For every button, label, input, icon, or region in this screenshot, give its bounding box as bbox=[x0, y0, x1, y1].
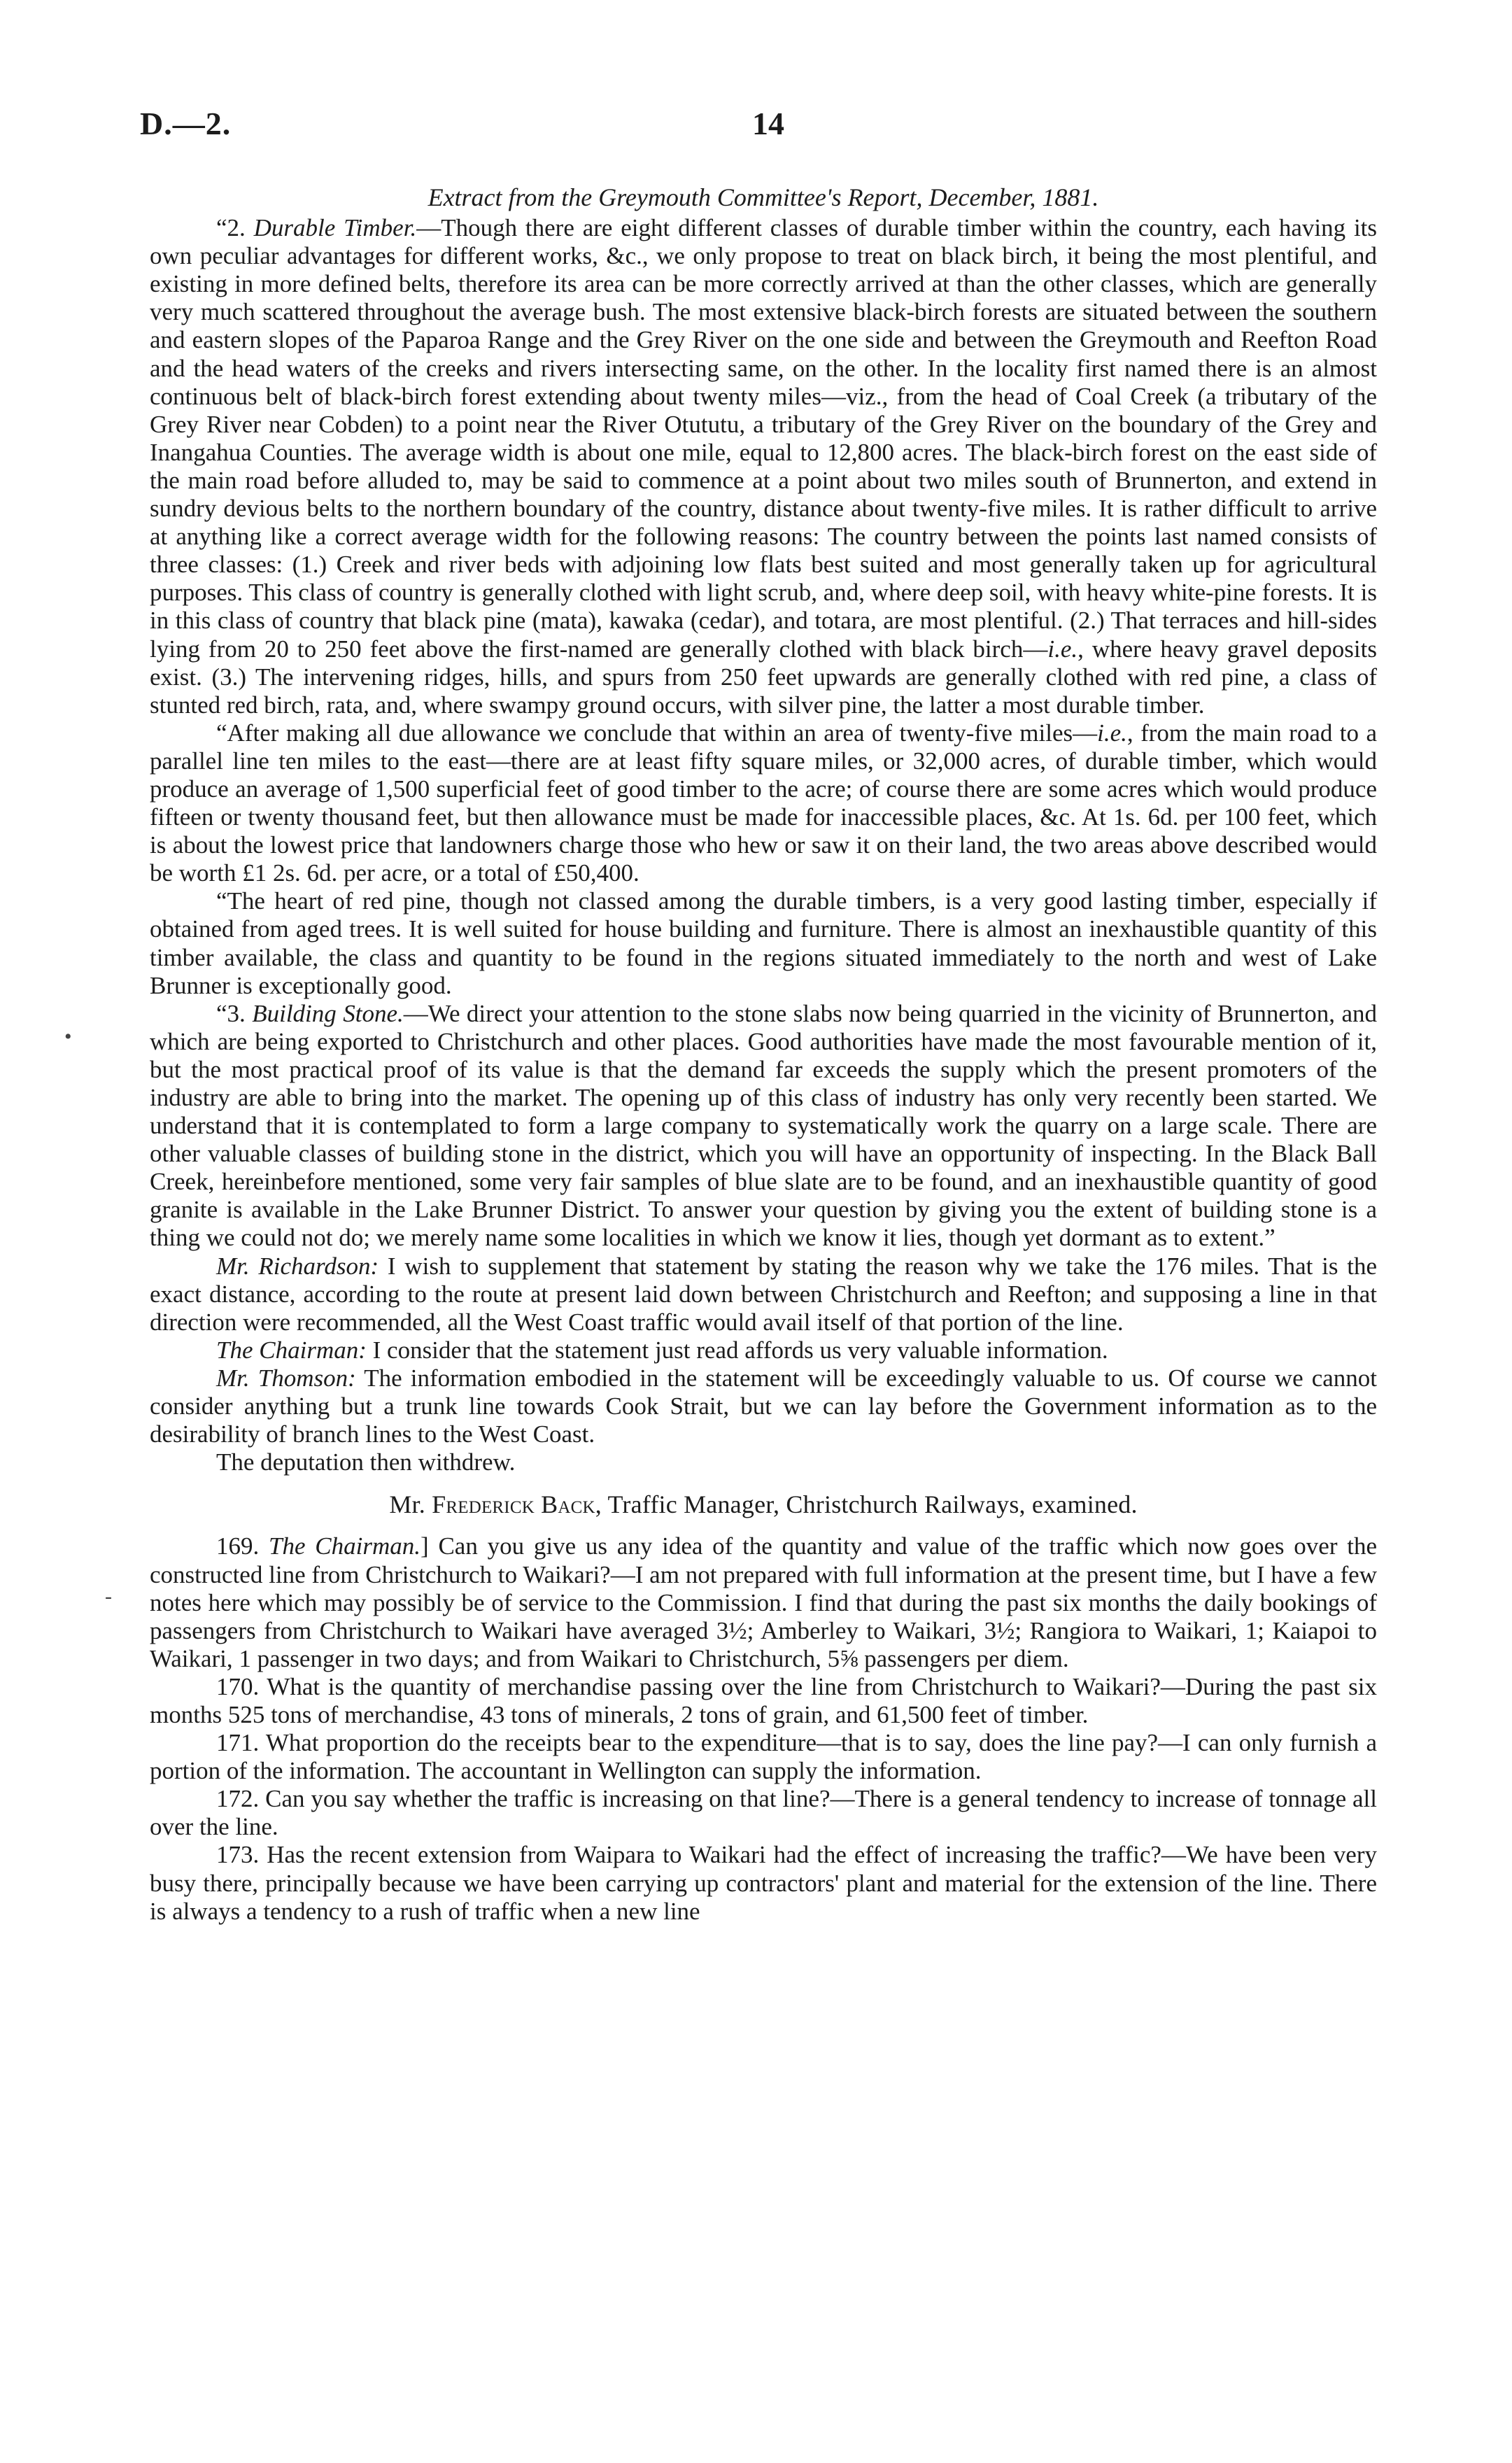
abbreviation: i.e. bbox=[1047, 635, 1078, 663]
paragraph-red-pine: “The heart of red pine, though not classed among the durable timbers, is a very good lasting timber, especially if obtained from aged trees. It is well suited for house building and furniture. There is almost an inexhaustible quantity of this timber available, the class and quantity to be found in the regions situated immediately to the north and west of Lake Brunner is exceptionally good. bbox=[150, 887, 1377, 999]
paragraph-durable-timber bbox=[150, 214, 1377, 719]
paragraph-chairman bbox=[150, 1336, 1377, 1364]
witness-heading bbox=[150, 1490, 1377, 1518]
body-text bbox=[150, 183, 1377, 1926]
speech-text: The information embodied in the statement will be exceedingly valuable to us. Of course we cannot consider anything but a trunk line towards Cook Strait, but we can lay before the Government information as to the desirability of branch lines to the West Coast. bbox=[150, 1364, 1377, 1448]
speech-text: I wish to supplement that statement by stating the reason why we take the 176 miles. That is the exact distance, according to the route at present laid down between Christchurch and Reefton; and supposing a line in that direction were recommended, all the West Coast traffic would avail itself of that portion of the line. bbox=[150, 1252, 1377, 1336]
paragraph-thomson bbox=[150, 1364, 1377, 1448]
question-170: 170. What is the quantity of merchandise passing over the line from Christchurch to Waikari?—During the past six months 525 tons of merchandise, 43 tons of minerals, 2 tons of grain, and 61,500 feet of timber. bbox=[150, 1672, 1377, 1728]
paragraph-building-stone bbox=[150, 1000, 1377, 1252]
speaker-name: The Chairman: bbox=[216, 1336, 367, 1364]
section-number: “3. bbox=[216, 999, 246, 1027]
paragraph-withdrew: The deputation then withdrew. bbox=[216, 1448, 516, 1476]
question-172: 172. Can you say whether the traffic is increasing on that line?—There is a general tendency to increase of tonnage all over the line. bbox=[150, 1785, 1377, 1841]
paragraph-text: , where heavy gravel deposits exist. (3.) The intervening ridges, hills, and spurs from 250 feet upwards are generally clothed with red pine, a class of stunted red birch, rata, and, where swampy ground occurs, with silver pine, the latter a most durable timber. bbox=[150, 635, 1377, 719]
witness-name: Frederick Back bbox=[432, 1490, 595, 1519]
document-reference: D.—2. bbox=[140, 106, 232, 141]
speaker-name: The Chairman. bbox=[269, 1532, 421, 1560]
section-heading: Durable Timber. bbox=[253, 214, 417, 242]
question-173: 173. Has the recent extension from Waipara to Waikari had the effect of increasing the traffic?—We have been very busy there, principally because we have been carrying up contractors' plant and material for the extension of the line. There is always a tendency to a rush of traffic when a new line bbox=[150, 1841, 1377, 1925]
question-number: 169. bbox=[216, 1532, 260, 1560]
paragraph-allowance bbox=[150, 719, 1377, 888]
witness-suffix: , Traffic Manager, Christchurch Railways, examined. bbox=[595, 1490, 1138, 1519]
section-heading: Building Stone. bbox=[252, 999, 404, 1027]
page-number: 14 bbox=[752, 106, 784, 141]
witness-prefix: Mr. bbox=[389, 1490, 432, 1519]
paragraph-text: —Though there are eight different classes of durable timber within the country, each having its own peculiar advantages for different works, &c., we only propose to treat on black birch, it being the most plentiful, and existing in more defined belts, therefore its area can be more correctly arrived at than the other classes, which are generally very much scattered throughout the average bush. The most extensive black-birch forests are situated between the southern and eastern slopes of the Paparoa Range and the Grey River on the one side and between the Greymouth and Reefton Road and the head waters of the creeks and rivers intersecting same, on the other. In the locality first named there is an almost continuous belt of black-birch forest extending about twenty miles—viz., from the head of Coal Creek (a tributary of the Grey River near Cobden) to a point near the River Otututu, a tributary of the Grey River on the boundary of the Grey and Inangahua Counties. The average width is about one mile, equal to 12,800 acres. The black-birch forest on the east side of the main road before alluded to, may be said to commence at a point about two miles south of Brunnerton, and extend in sundry devious belts to the northern boundary of the country, distance about twenty-five miles. It is rather difficult to arrive at anything like a correct average width for the following reasons: The country between the points last named consists of three classes: (1.) Creek and river beds with adjoining low flats best suited and most generally taken up for agricultural purposes. This class of country is generally clothed with light scrub, and, where deep soil, with heavy white-pine forests. It is in this class of country that black pine (mata), kawaka (cedar), and totara, are most plentiful. (2.) That terraces and hill-sides lying from 20 to 250 feet above the first-named are generally clothed with black birch— bbox=[150, 214, 1378, 663]
running-head bbox=[140, 105, 1375, 154]
extract-title: Extract from the Greymouth Committee's Report, December, 1881. bbox=[428, 183, 1099, 211]
paragraph-richardson bbox=[150, 1252, 1377, 1336]
paragraph-text: , from the main road to a parallel line ten miles to the east—there are at least fifty square miles, or 32,000 acres, of durable timber, which would produce an average of 1,500 superficial feet of good timber to the acre; of course there are some acres which would produce fifteen or twenty thousand feet, but then allowance must be made for inaccessible places, &c. At 1s. 6d. per 100 feet, which is about the lowest price that landowners charge those who hew or saw it on their land, the two areas above described would be worth £1 2s. 6d. per acre, or a total of £50,400. bbox=[150, 719, 1377, 887]
margin-dash-mark: - bbox=[105, 1585, 112, 1608]
speaker-name: Mr. Richardson: bbox=[216, 1252, 379, 1280]
paragraph-text: —We direct your attention to the stone slabs now being quarried in the vicinity of Brunnerton, and which are being exported to Christchurch and other places. Good authorities have made the most favourable mention of it, but the most practical proof of its value is that the demand far exceeds the supply which the present promoters of the industry are able to bring into the market. The opening up of this class of industry has only very recently been started. We understand that it is contemplated to form a large company to systematically work the quarry on a large scale. There are other valuable classes of building stone in the district, which you will have an opportunity of inspecting. In the Black Ball Creek, hereinbefore mentioned, some very fair samples of blue slate are to be found, and an inexhaustible quantity of good granite is available in the Lake Brunner District. To answer your question by giving you the extent of building stone is a thing we could not do; we merely name some localities in which we know it lies, though yet dormant as to extent.” bbox=[150, 999, 1377, 1252]
speaker-name: Mr. Thomson: bbox=[216, 1364, 356, 1392]
question-169 bbox=[150, 1532, 1377, 1672]
question-171: 171. What proportion do the receipts bear to the expenditure—that is to say, does the line pay?—I can only furnish a portion of the information. The accountant in Wellington can supply the information. bbox=[150, 1729, 1377, 1785]
section-number: “2. bbox=[216, 214, 246, 242]
margin-dot-mark: • bbox=[64, 1025, 72, 1048]
paragraph-text: “After making all due allowance we conclude that within an area of twenty-five miles— bbox=[216, 719, 1098, 747]
question-text: ] Can you give us any idea of the quantity and value of the traffic which now goes over the constructed line from Christchurch to Waikari?—I am not prepared with full information at the present time, but I have a few notes here which may possibly be of service to the Commission. I find that during the past six months the daily bookings of passengers from Christchurch to Waikari have averaged 3½; Amberley to Waikari, 3½; Rangiora to Waikari, 1; Kaiapoi to Waikari, 1 passenger in two days; and from Waikari to Christchurch, 5⅝ passengers per diem. bbox=[150, 1532, 1378, 1672]
speech-text: I consider that the statement just read affords us very valuable information. bbox=[366, 1336, 1108, 1364]
abbreviation: i.e. bbox=[1097, 719, 1127, 747]
